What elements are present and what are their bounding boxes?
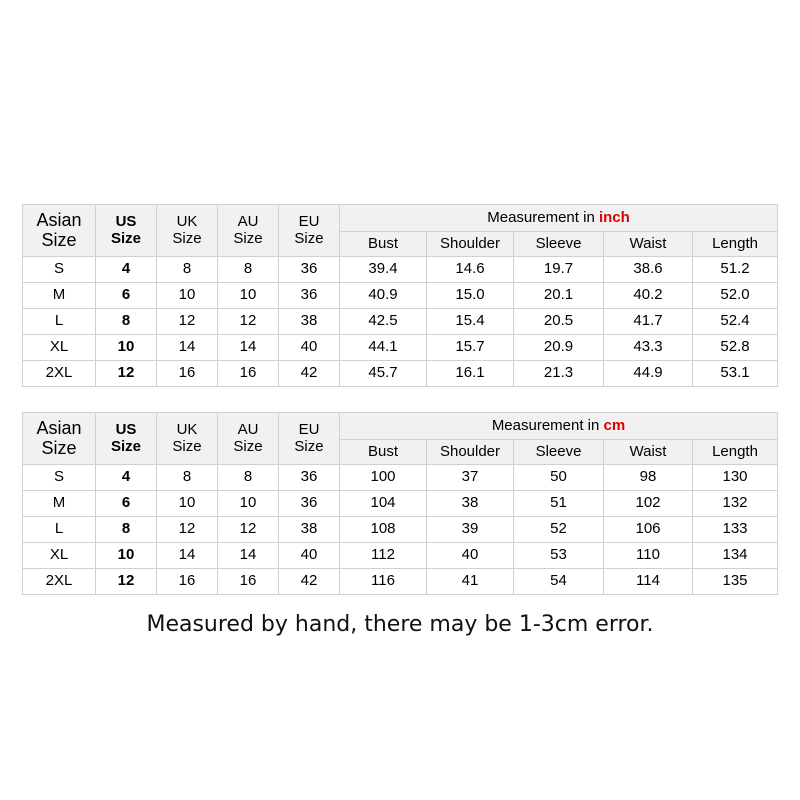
table-cell: 100 bbox=[340, 465, 427, 491]
table-cell: 10 bbox=[96, 543, 157, 569]
table-cell: 4 bbox=[96, 257, 157, 283]
table-cell: 8 bbox=[157, 257, 218, 283]
table-row bbox=[23, 491, 778, 517]
table-cell: 108 bbox=[340, 517, 427, 543]
table-cell: 110 bbox=[604, 543, 693, 569]
table-cell: 134 bbox=[693, 543, 778, 569]
table-cell: 10 bbox=[218, 283, 279, 309]
table-cell: 52.4 bbox=[693, 309, 778, 335]
table-cell: 135 bbox=[693, 569, 778, 595]
header-au-size: AU Size bbox=[218, 413, 279, 465]
table-row bbox=[23, 517, 778, 543]
table-cell: 8 bbox=[218, 257, 279, 283]
table-cell: 16 bbox=[218, 361, 279, 387]
table-cell: 14 bbox=[157, 335, 218, 361]
table-cell: 41 bbox=[427, 569, 514, 595]
table-row bbox=[23, 569, 778, 595]
table-cell: 4 bbox=[96, 465, 157, 491]
table-cell: 8 bbox=[218, 465, 279, 491]
table-cell: 44.9 bbox=[604, 361, 693, 387]
table-cell: 40.2 bbox=[604, 283, 693, 309]
table-cell: 44.1 bbox=[340, 335, 427, 361]
table-cell: 42 bbox=[279, 361, 340, 387]
size-table-cm bbox=[22, 412, 778, 595]
table-cell: 106 bbox=[604, 517, 693, 543]
header-uk-size: UK Size bbox=[157, 205, 218, 257]
table-cell: 102 bbox=[604, 491, 693, 517]
table-cell: 52 bbox=[514, 517, 604, 543]
table-cell: 8 bbox=[96, 517, 157, 543]
table-cell: L bbox=[23, 517, 96, 543]
header-au-size: AU Size bbox=[218, 205, 279, 257]
table-cell: 20.5 bbox=[514, 309, 604, 335]
table-cell: 51.2 bbox=[693, 257, 778, 283]
table-cell: 116 bbox=[340, 569, 427, 595]
table-cell: 42 bbox=[279, 569, 340, 595]
table-cell: 114 bbox=[604, 569, 693, 595]
table-cell: 10 bbox=[218, 491, 279, 517]
table-cell: 12 bbox=[96, 361, 157, 387]
table-cell: 38 bbox=[427, 491, 514, 517]
table-cell: 133 bbox=[693, 517, 778, 543]
table-cell: 40 bbox=[279, 335, 340, 361]
table-cell: 14 bbox=[218, 543, 279, 569]
table-cell: M bbox=[23, 491, 96, 517]
table-cell: 39 bbox=[427, 517, 514, 543]
table-body bbox=[23, 257, 778, 387]
table-cell: 10 bbox=[157, 491, 218, 517]
table-cell: S bbox=[23, 465, 96, 491]
table-cell: 45.7 bbox=[340, 361, 427, 387]
table-cell: 2XL bbox=[23, 569, 96, 595]
table-cell: 52.8 bbox=[693, 335, 778, 361]
table-cell: 112 bbox=[340, 543, 427, 569]
header-waist: Waist bbox=[604, 440, 693, 465]
table-cell: 2XL bbox=[23, 361, 96, 387]
table-cell: 10 bbox=[157, 283, 218, 309]
table-cell: 12 bbox=[96, 569, 157, 595]
table-cell: 36 bbox=[279, 257, 340, 283]
table-cell: XL bbox=[23, 543, 96, 569]
header-asian-size: Asian Size bbox=[23, 413, 96, 465]
table-cell: 104 bbox=[340, 491, 427, 517]
table-cell: 6 bbox=[96, 283, 157, 309]
table-cell: 10 bbox=[96, 335, 157, 361]
table-row bbox=[23, 361, 778, 387]
table-cell: 15.4 bbox=[427, 309, 514, 335]
table-cell: 38 bbox=[279, 309, 340, 335]
measurement-note: Measured by hand, there may be 1-3cm error. bbox=[146, 612, 654, 637]
table-row bbox=[23, 543, 778, 569]
table-row bbox=[23, 335, 778, 361]
table-cell: 42.5 bbox=[340, 309, 427, 335]
table-row bbox=[23, 309, 778, 335]
table-cell: 132 bbox=[693, 491, 778, 517]
table-cell: 43.3 bbox=[604, 335, 693, 361]
table-cell: 40 bbox=[279, 543, 340, 569]
table-cell: 12 bbox=[218, 517, 279, 543]
table-cell: 39.4 bbox=[340, 257, 427, 283]
header-length: Length bbox=[693, 232, 778, 257]
table-cell: 16 bbox=[157, 361, 218, 387]
header-us-size: US Size bbox=[96, 205, 157, 257]
table-cell: 14 bbox=[218, 335, 279, 361]
table-cell: 14 bbox=[157, 543, 218, 569]
size-table-inch bbox=[22, 204, 778, 387]
table-cell: 40.9 bbox=[340, 283, 427, 309]
header-uk-size: UK Size bbox=[157, 413, 218, 465]
measurement-header: Measurement in cm bbox=[340, 413, 778, 440]
table-cell: L bbox=[23, 309, 96, 335]
table-cell: 20.9 bbox=[514, 335, 604, 361]
table-cell: 54 bbox=[514, 569, 604, 595]
table-cell: 36 bbox=[279, 283, 340, 309]
table-cell: XL bbox=[23, 335, 96, 361]
table-cell: 53.1 bbox=[693, 361, 778, 387]
table-cell: 12 bbox=[157, 309, 218, 335]
header-sleeve: Sleeve bbox=[514, 232, 604, 257]
table-cell: 53 bbox=[514, 543, 604, 569]
table-cell: M bbox=[23, 283, 96, 309]
header-us-size: US Size bbox=[96, 413, 157, 465]
table-cell: 16 bbox=[218, 569, 279, 595]
table-cell: 130 bbox=[693, 465, 778, 491]
table-cell: S bbox=[23, 257, 96, 283]
table-body bbox=[23, 465, 778, 595]
table-cell: 16 bbox=[157, 569, 218, 595]
table-cell: 98 bbox=[604, 465, 693, 491]
table-cell: 38 bbox=[279, 517, 340, 543]
table-cell: 50 bbox=[514, 465, 604, 491]
table-cell: 36 bbox=[279, 491, 340, 517]
header-asian-size: Asian Size bbox=[23, 205, 96, 257]
table-cell: 6 bbox=[96, 491, 157, 517]
table-cell: 37 bbox=[427, 465, 514, 491]
table-cell: 16.1 bbox=[427, 361, 514, 387]
table-cell: 21.3 bbox=[514, 361, 604, 387]
table-cell: 8 bbox=[157, 465, 218, 491]
table-cell: 38.6 bbox=[604, 257, 693, 283]
header-waist: Waist bbox=[604, 232, 693, 257]
table-row bbox=[23, 465, 778, 491]
table-cell: 15.0 bbox=[427, 283, 514, 309]
header-eu-size: EU Size bbox=[279, 413, 340, 465]
table-cell: 14.6 bbox=[427, 257, 514, 283]
header-length: Length bbox=[693, 440, 778, 465]
unit-label: cm bbox=[603, 416, 626, 434]
table-cell: 41.7 bbox=[604, 309, 693, 335]
table-cell: 52.0 bbox=[693, 283, 778, 309]
unit-label: inch bbox=[598, 208, 630, 226]
table-cell: 15.7 bbox=[427, 335, 514, 361]
table-cell: 20.1 bbox=[514, 283, 604, 309]
table-cell: 19.7 bbox=[514, 257, 604, 283]
table-row bbox=[23, 283, 778, 309]
header-shoulder: Shoulder bbox=[427, 232, 514, 257]
table-cell: 36 bbox=[279, 465, 340, 491]
table-cell: 12 bbox=[218, 309, 279, 335]
header-eu-size: EU Size bbox=[279, 205, 340, 257]
table-row bbox=[23, 257, 778, 283]
table-cell: 51 bbox=[514, 491, 604, 517]
measurement-header: Measurement in inch bbox=[340, 205, 778, 232]
table-cell: 12 bbox=[157, 517, 218, 543]
header-bust: Bust bbox=[340, 232, 427, 257]
table-cell: 40 bbox=[427, 543, 514, 569]
header-shoulder: Shoulder bbox=[427, 440, 514, 465]
header-sleeve: Sleeve bbox=[514, 440, 604, 465]
table-cell: 8 bbox=[96, 309, 157, 335]
header-bust: Bust bbox=[340, 440, 427, 465]
